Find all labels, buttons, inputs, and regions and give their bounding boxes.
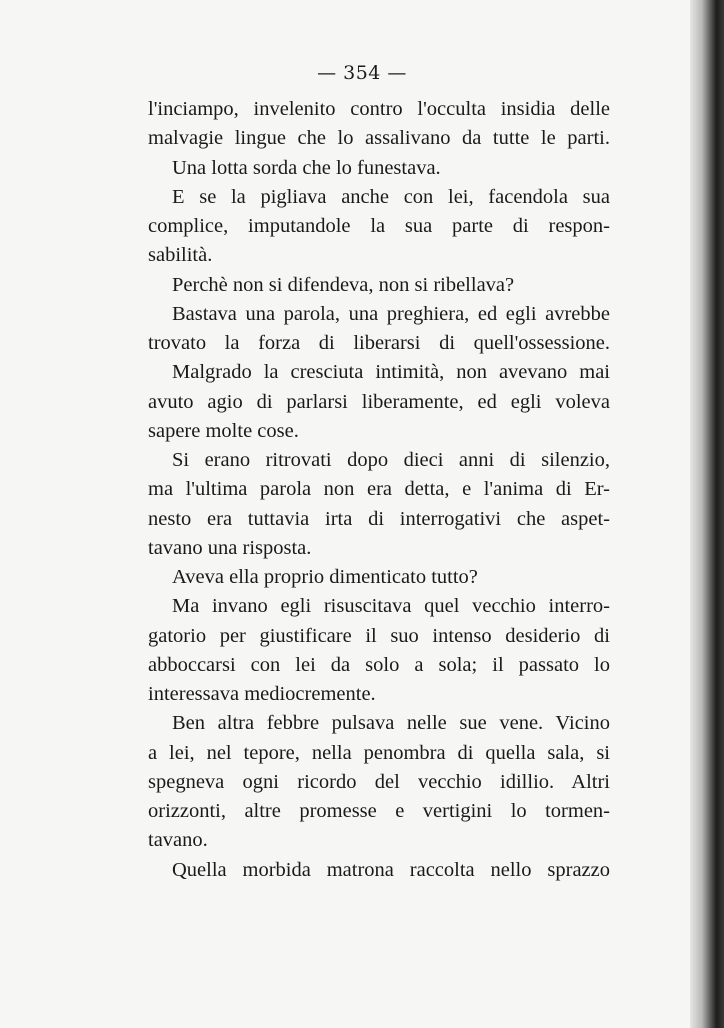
text-line: a lei, nel tepore, nella penombra di quella sala, si <box>148 741 610 764</box>
text-line: nesto era tuttavia irta di interrogativi che aspet- <box>148 507 610 530</box>
text-line: abboccarsi con lei da solo a sola; il passato lo <box>148 653 610 676</box>
text-line: sabilità. <box>148 244 213 267</box>
text-line: complice, imputandole la sua parte di respon- <box>148 215 610 237</box>
text-line: Si erano ritrovati dopo dieci anni di silenzio, <box>172 449 610 471</box>
text-line: Ben altra febbre pulsava nelle sue vene. Vicino <box>172 712 610 735</box>
text-line: ma l'ultima parola non era detta, e l'anima di Er- <box>148 478 610 501</box>
text-line: tavano una risposta. <box>148 536 312 559</box>
text-line: spegneva ogni ricordo del vecchio idillio. Altri <box>148 770 610 793</box>
text-line: tavano. <box>148 829 208 852</box>
page-edge-shadow <box>690 0 724 1028</box>
text-line: orizzonti, altre promesse e vertigini lo tormen- <box>148 800 610 822</box>
page-number: — 354 — <box>317 62 407 84</box>
body-text <box>148 95 610 885</box>
text-line: trovato la forza di liberarsi di quell'ossessione. <box>148 332 610 354</box>
text-line: interessava mediocremente. <box>148 683 376 705</box>
text-line: E se la pigliava anche con lei, facendola sua <box>172 185 610 208</box>
text-line: Perchè non si difendeva, non si ribellava? <box>172 273 515 296</box>
text-line: malvagie lingue che lo assalivano da tutte le parti. <box>148 127 610 150</box>
text-line: Aveva ella proprio dimenticato tutto? <box>172 566 478 588</box>
text-line: sapere molte cose. <box>148 419 299 442</box>
text-line: Malgrado la cresciuta intimità, non avevano mai <box>172 361 610 384</box>
text-line: gatorio per giustificare il suo intenso desiderio di <box>148 624 610 647</box>
text-line: Quella morbida matrona raccolta nello sprazzo <box>172 858 610 881</box>
text-line: l'inciampo, invelenito contro l'occulta insidia delle <box>148 98 610 120</box>
text-line: Bastava una parola, una preghiera, ed egli avrebbe <box>172 302 610 325</box>
text-line: Una lotta sorda che lo funestava. <box>172 156 441 179</box>
text-line: avuto agio di parlarsi liberamente, ed egli voleva <box>148 390 610 413</box>
text-line: Ma invano egli risuscitava quel vecchio interro- <box>172 595 610 618</box>
